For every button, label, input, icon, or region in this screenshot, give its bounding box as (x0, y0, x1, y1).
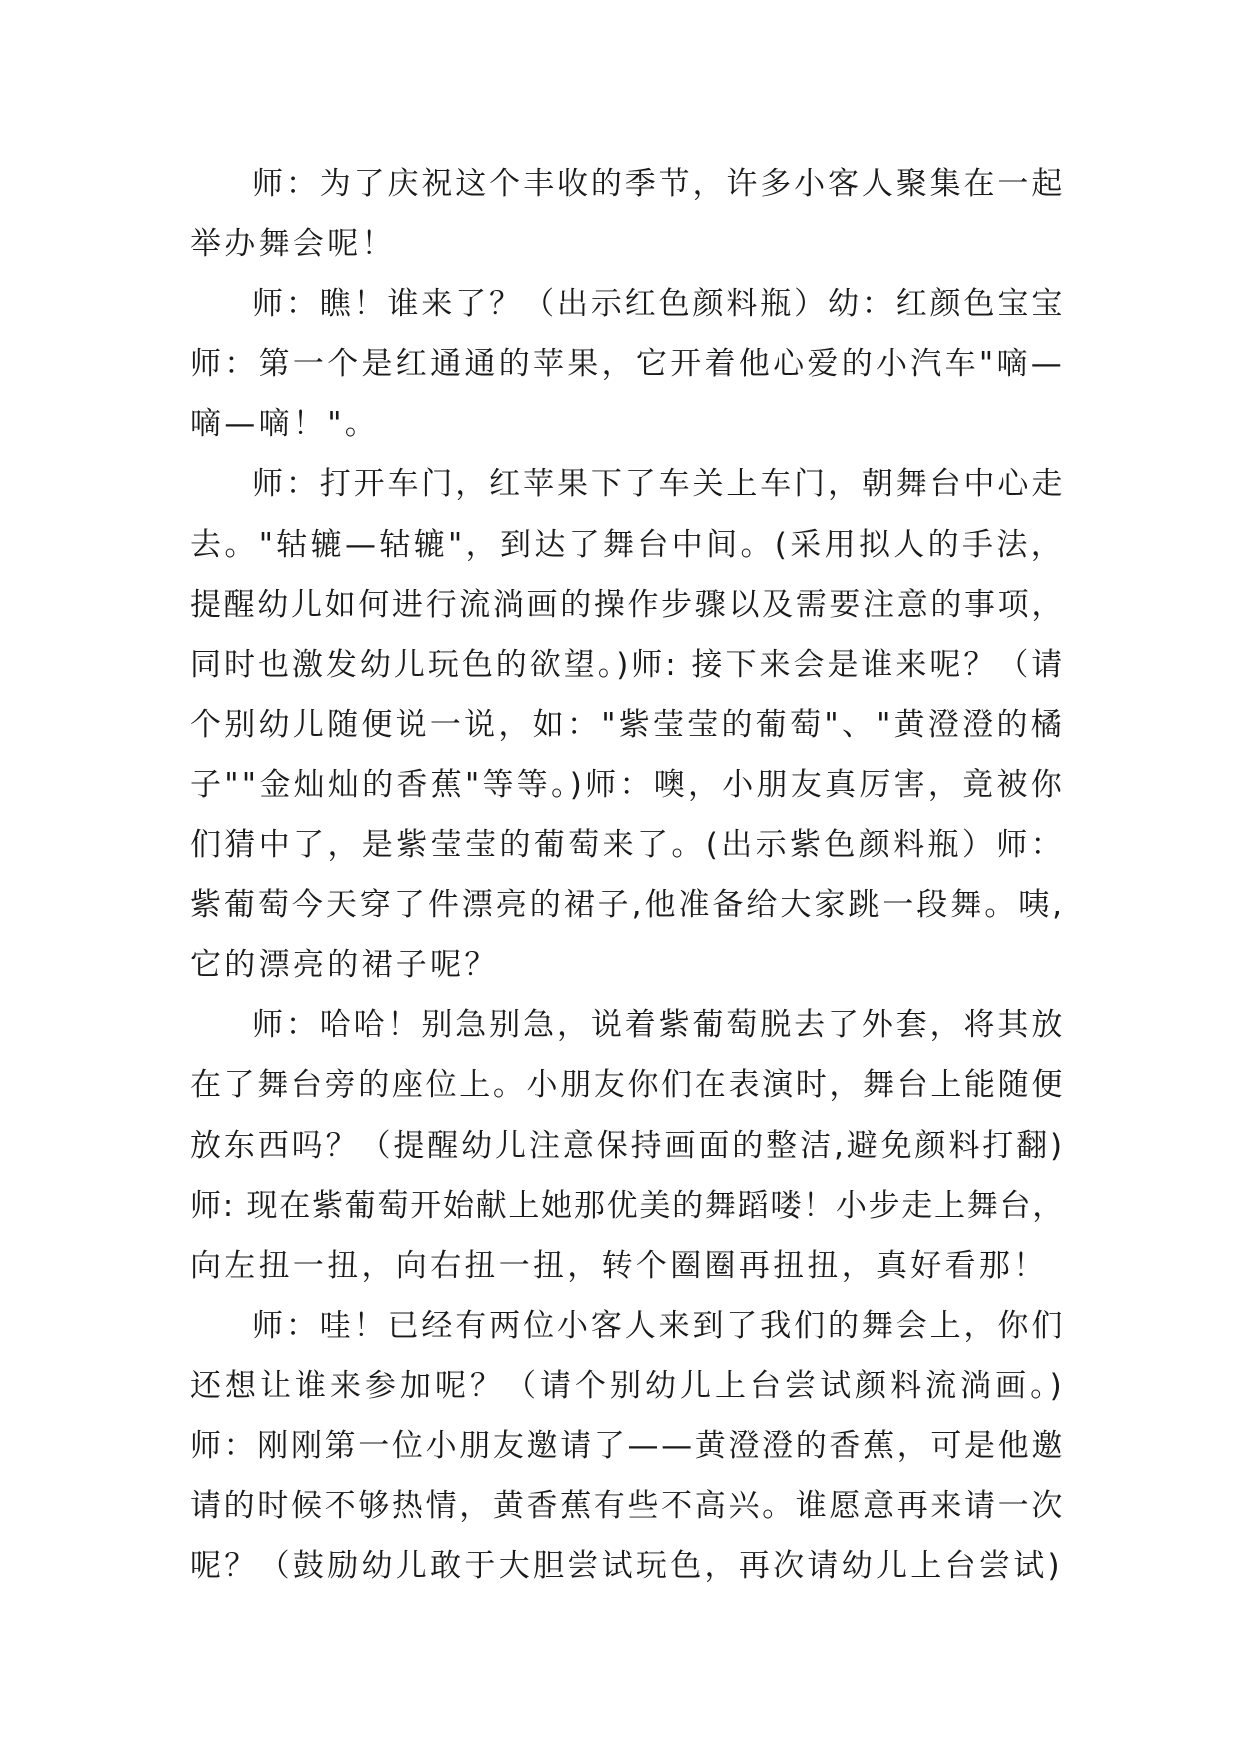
text-line: 紫葡萄今天穿了件漂亮的裙子,他准备给大家跳一段舞。咦, (190, 887, 1065, 924)
paragraph-3 (190, 454, 1065, 995)
paragraph-5 (190, 1296, 1065, 1596)
text-line: 师：为了庆祝这个丰收的季节，许多小客人聚集在一起 (252, 166, 1066, 202)
text-line: 向左扭一扭，向右扭一扭，转个圈圈再扭扭，真好看那！ (190, 1247, 1048, 1284)
text-line: 师: 现在紫葡萄开始献上她那优美的舞蹈喽！小步走上舞台， (190, 1187, 1065, 1224)
paragraph-4 (190, 995, 1065, 1295)
text-line: 呢？（鼓励幼儿敢于大胆尝试玩色，再次请幼儿上台尝试) (190, 1548, 1063, 1585)
paragraph-2 (190, 274, 1065, 454)
text-line: 个别幼儿随便说一说，如："紫莹莹的葡萄"、"黄澄澄的橘 (190, 706, 1065, 743)
text-line: 在了舞台旁的座位上。小朋友你们在表演时，舞台上能随便 (190, 1067, 1065, 1104)
paragraph-1 (190, 154, 1065, 274)
text-line: 请的时候不够热情，黄香蕉有些不高兴。谁愿意再来请一次 (190, 1488, 1065, 1525)
text-line: 师：瞧！谁来了？（出示红色颜料瓶）幼：红颜色宝宝 (252, 286, 1066, 323)
text-line: 嘀—嘀！"。 (190, 406, 380, 443)
text-line: 同时也激发幼儿玩色的欲望。)师: 接下来会是谁来呢？（请 (190, 646, 1066, 683)
text-line: 子""金灿灿的香蕉"等等。)师：噢，小朋友真厉害，竟被你 (190, 766, 1065, 803)
body-text (190, 154, 1065, 1596)
text-line: 师：哇！已经有两位小客人来到了我们的舞会上，你们 (252, 1307, 1066, 1344)
text-line: 们猜中了，是紫莹莹的葡萄来了。(出示紫色颜料瓶）师： (190, 827, 1065, 864)
text-line: 师：刚刚第一位小朋友邀请了——黄澄澄的香蕉，可是他邀 (190, 1427, 1065, 1464)
text-line: 提醒幼儿如何进行流淌画的操作步骤以及需要注意的事项， (190, 586, 1065, 623)
text-line: 还想让谁来参加呢？（请个别幼儿上台尝试颜料流淌画。) (190, 1367, 1065, 1404)
text-line: 去。"轱辘—轱辘"，到达了舞台中间。(采用拟人的手法， (190, 526, 1065, 563)
text-line: 师：打开车门，红苹果下了车关上车门，朝舞台中心走 (252, 466, 1066, 503)
text-line: 举办舞会呢！ (190, 226, 396, 263)
text-line: 师：第一个是红通通的苹果，它开着他心爱的小汽车"嘀— (190, 346, 1066, 383)
text-line: 放东西吗？（提醒幼儿注意保持画面的整洁,避免颜料打翻) (190, 1127, 1066, 1164)
text-line: 师：哈哈！别急别急，说着紫葡萄脱去了外套，将其放 (252, 1007, 1066, 1044)
text-line: 它的漂亮的裙子呢？ (190, 947, 499, 984)
